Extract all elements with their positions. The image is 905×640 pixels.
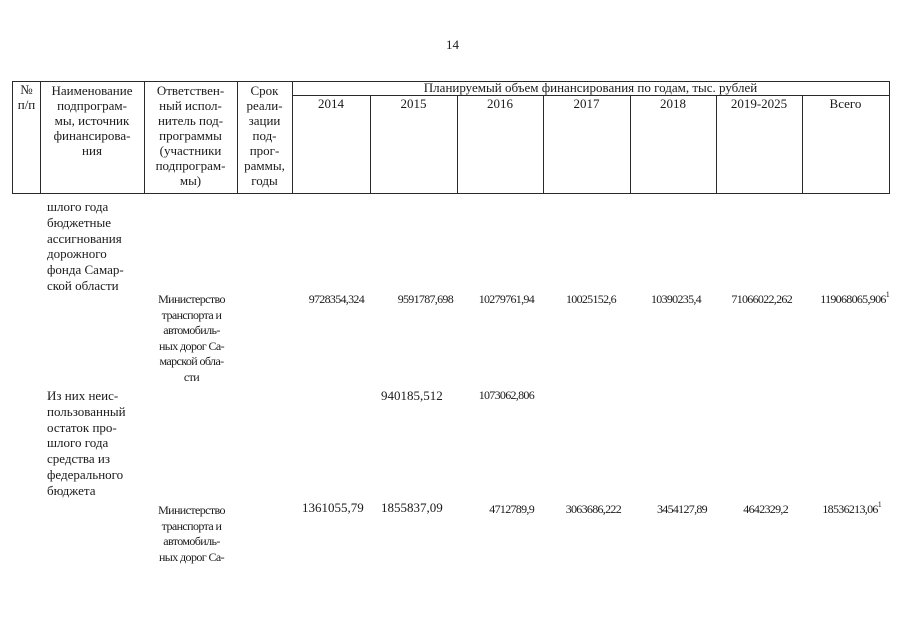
block3-value-2014: 1361055,79: [302, 500, 364, 515]
block3-value-2019-2025: 4642329,2: [743, 502, 788, 516]
header-number: № п/п: [17, 82, 36, 112]
header-year-2016: 2016: [487, 96, 513, 111]
header-total: Всего: [829, 96, 862, 111]
header-year-2017: 2017: [573, 96, 600, 111]
page-number: 14: [446, 37, 459, 52]
footnote-marker: 1: [877, 500, 881, 509]
header-funding-title: Планируемый объем финансирования по годам, тыс. рублей: [423, 80, 758, 95]
block3-value-2018: 3454127,89: [656, 502, 707, 516]
block1-value-2019-2025: 71066022,262: [731, 292, 792, 306]
footnote-marker: 1: [885, 290, 889, 299]
header-responsible: Ответствен- ный испол- нитель под- программы (участники подпрограм- мы): [155, 83, 226, 188]
header-name: Наименование подпрограм- мы, источник финансирова- ния: [51, 83, 133, 158]
block2-value-2015: 940185,512: [381, 388, 443, 403]
block1-source-name: шлого года бюджетные ассигнования дорожного фонда Самар- ской области: [47, 199, 124, 293]
block3-value-2015: 1855837,09: [381, 500, 443, 515]
header-term: Срок реали- зации под- прог- раммы, годы: [244, 83, 285, 188]
block1-value-2017: 10025152,6: [565, 292, 616, 306]
block1-value-2014: 9728354,324: [308, 292, 364, 306]
header-year-2015: 2015: [400, 96, 427, 111]
block2-value-2016: 1073062,806: [478, 388, 534, 402]
header-years-2019-2025: 2019-2025: [730, 96, 788, 111]
block3-responsible: Министерство транспорта и автомобиль- ных дорог Са-: [158, 503, 225, 564]
block1-responsible: Министерство транспорта и автомобиль- ных дорог Са- марской обла- сти: [158, 292, 225, 384]
block3-value-2017: 3063686,222: [565, 502, 621, 516]
block1-value-total: 119068065,906$^1$: [820, 290, 889, 306]
block2-source-name: Из них неис- пользованный остаток про- шлого года средства из федерального бюджета: [47, 388, 126, 498]
block3-value-total: 18536213,06$^1$: [822, 500, 881, 516]
header-year-2018: 2018: [660, 96, 686, 111]
header-year-2014: 2014: [318, 96, 344, 111]
block1-value-2018: 10390235,4: [650, 292, 701, 306]
block1-value-2015: 9591787,698: [397, 292, 453, 306]
block3-value-2016: 4712789,9: [489, 502, 534, 516]
block1-value-2016: 10279761,94: [478, 292, 534, 306]
